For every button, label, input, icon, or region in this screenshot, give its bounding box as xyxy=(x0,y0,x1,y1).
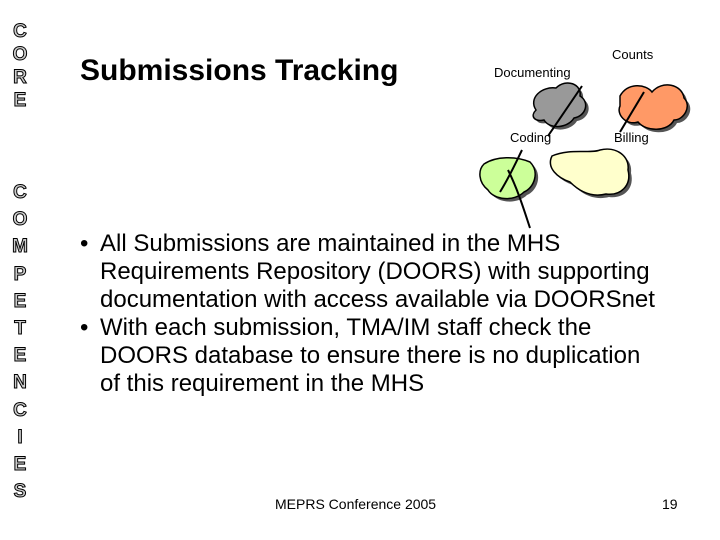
billing-label: Billing xyxy=(614,130,649,145)
core-letter: C xyxy=(13,21,27,42)
competencies-letter: E xyxy=(13,290,27,312)
competencies-letter: C xyxy=(13,182,27,203)
footer-conference: MEPRS Conference 2005 xyxy=(275,496,437,512)
bullet-item: • All Submissions are maintained in the MHS Requirements Repository (DOORS) with supporting documentation with access available via DOORSnet xyxy=(100,230,660,314)
documenting-label: Documenting xyxy=(494,65,571,80)
competencies-letter: S xyxy=(13,481,27,503)
bullet-item: • With each submission, TMA/IM staff check the DOORS database to ensure there is no duplication of this requirement in the MHS xyxy=(100,314,660,398)
competencies-letter: T xyxy=(14,318,26,339)
coding-label: Coding xyxy=(510,130,552,145)
slide-title: Submissions Tracking xyxy=(80,54,399,87)
competencies-letter: C xyxy=(13,399,27,421)
billing-piece xyxy=(550,149,628,195)
core-letter: O xyxy=(12,44,28,65)
competencies-letter: O xyxy=(12,209,28,231)
core-letter: R xyxy=(13,67,27,88)
competencies-letter: E xyxy=(13,345,27,367)
competencies-letter: I xyxy=(17,426,23,448)
competencies-letter: E xyxy=(13,454,27,475)
competencies-letter: P xyxy=(13,263,27,285)
competencies-letter: M xyxy=(12,236,28,258)
counts-label: Counts xyxy=(612,47,654,62)
core-letter: E xyxy=(13,90,27,111)
page-number: 19 xyxy=(662,496,678,512)
competencies-letter: N xyxy=(13,372,27,394)
bullet-list xyxy=(100,230,660,398)
